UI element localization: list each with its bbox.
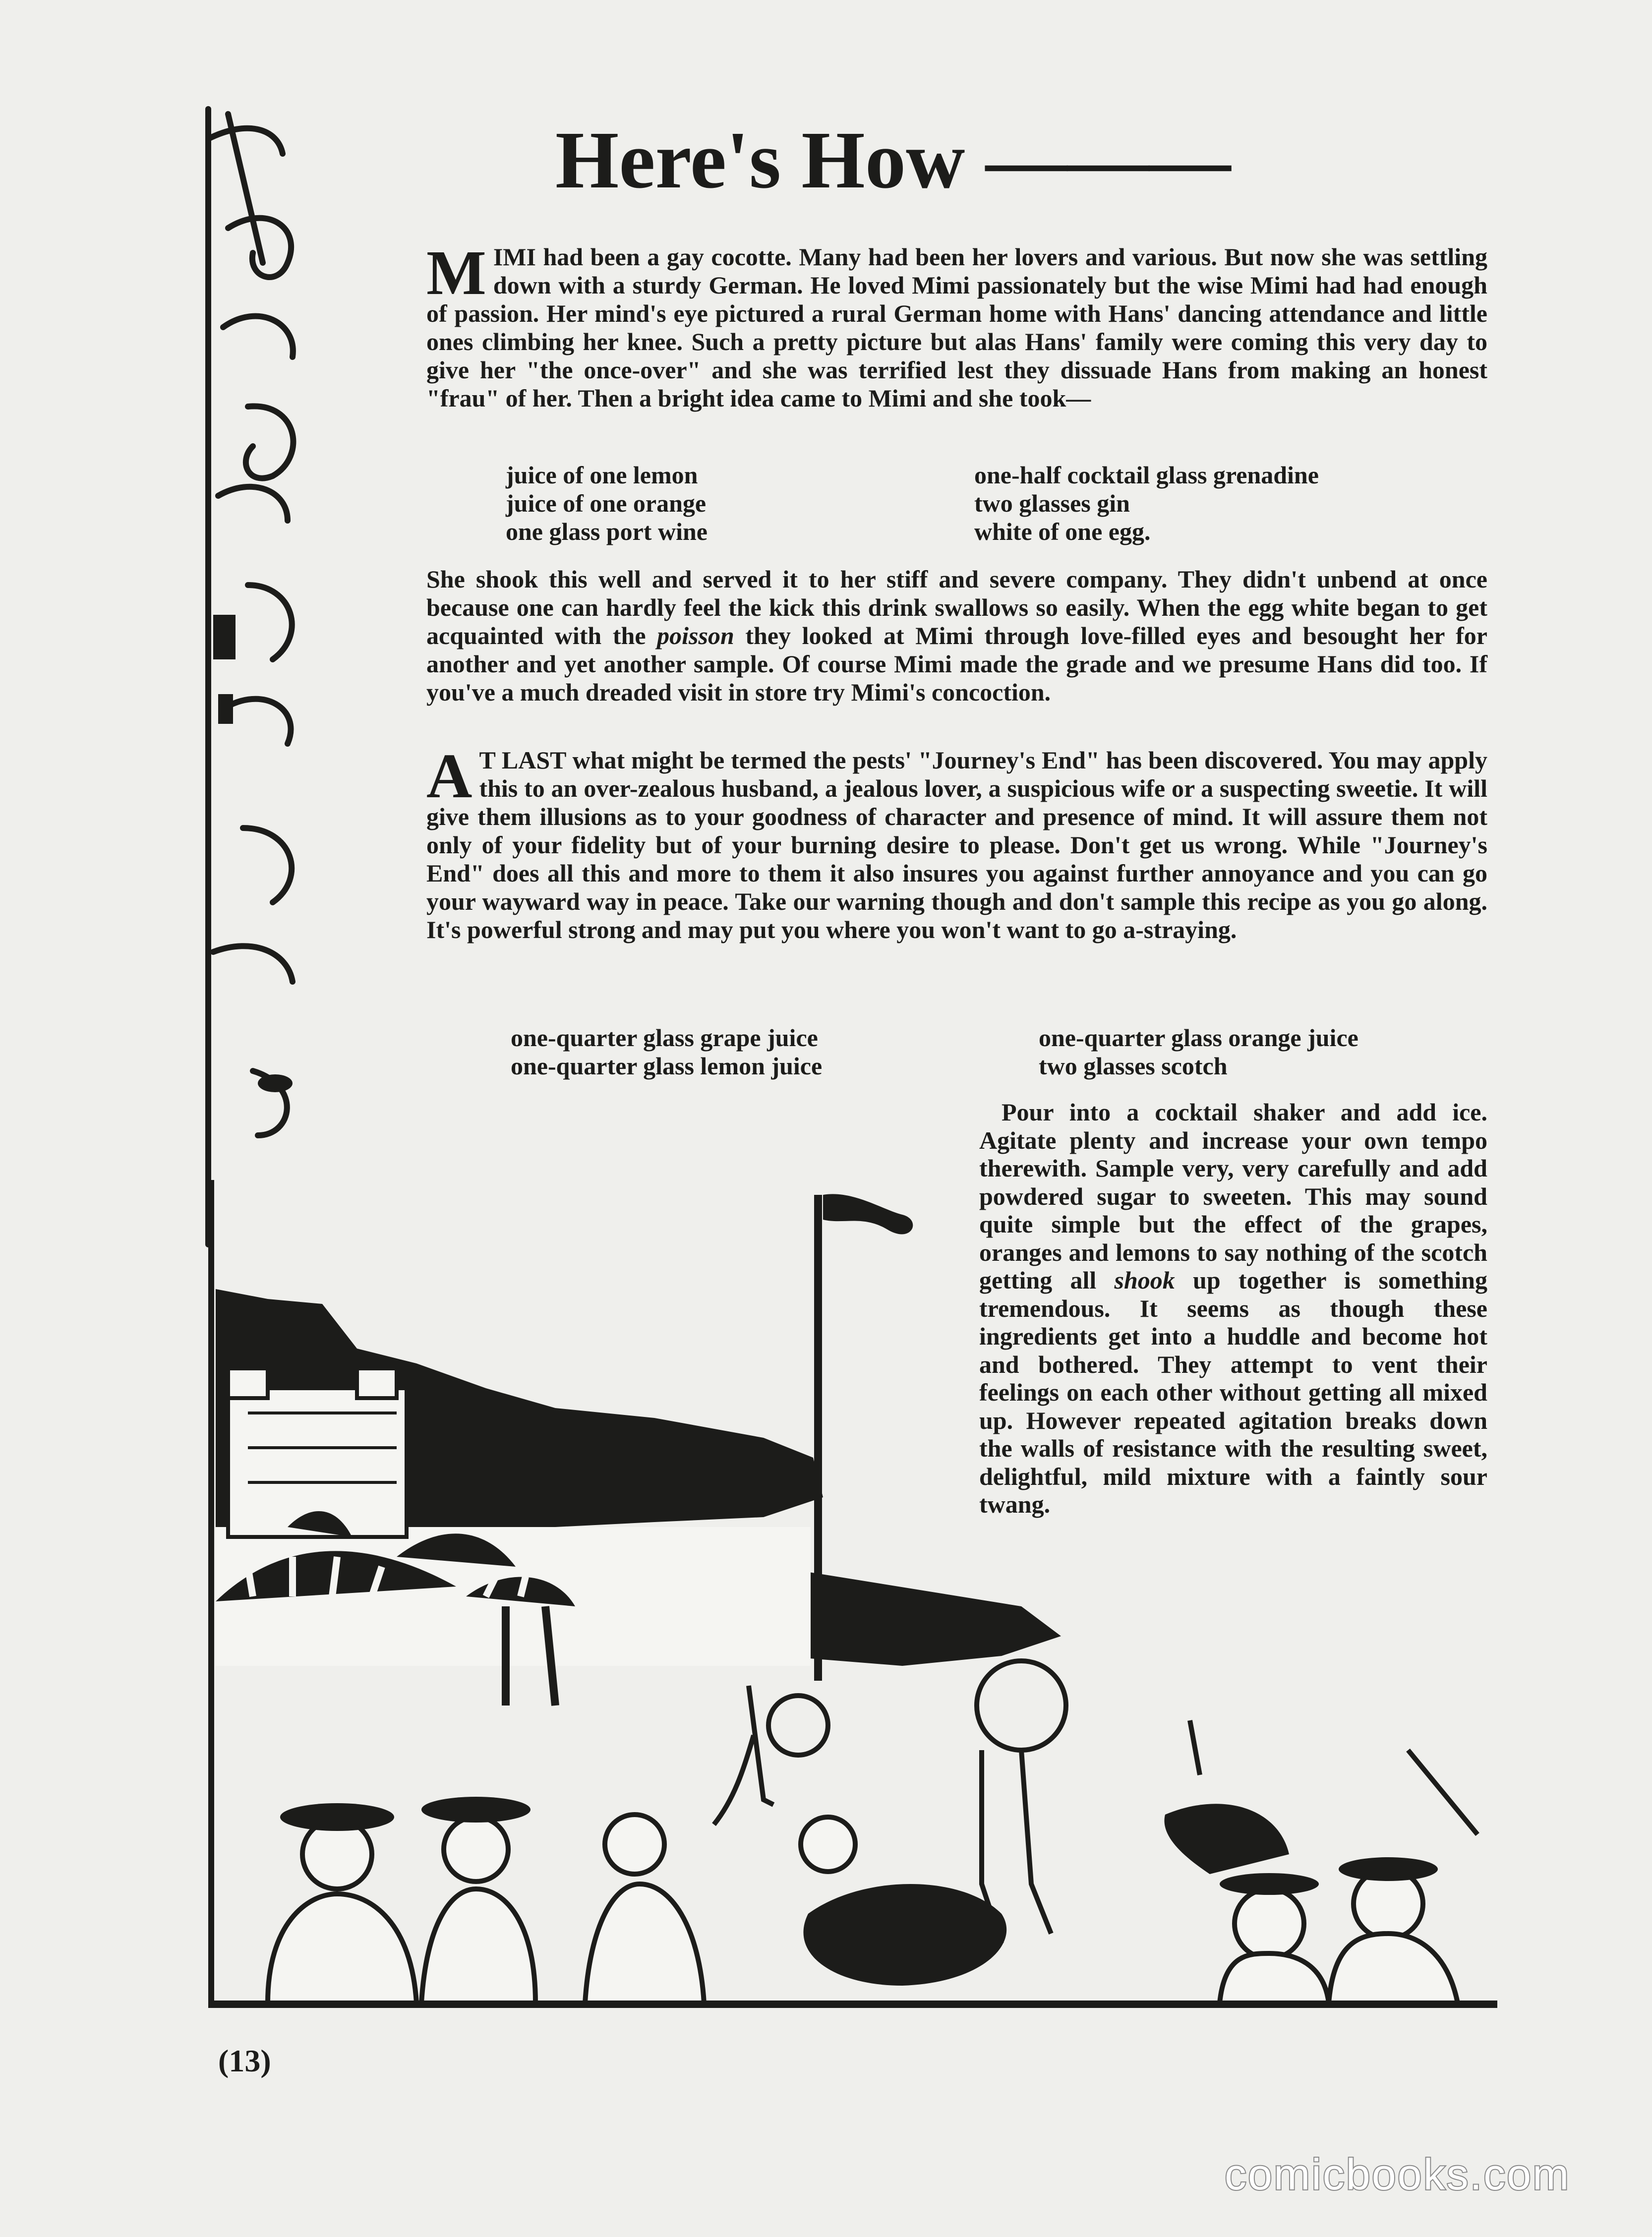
paragraph-journeys-end-text: T LAST what might be termed the pests' "Journey's End" has been discovered. You may apply this to an over-zealous husband, a jealous lover, a suspicious wife or a suspecting sweetie. It will give them illusions as to your goodness of character and presence of mind. It will assure them not only of your fidelity but of your burning desire to please. Don't get us wrong. While "Journey's End" does all this and more to them it also insures you against further annoyance and you can go your wayward way in peace. Take our warning though and don't sample this recipe as you go along. It's powerful strong and may put you where you won't want to go a-straying. [426,746,1487,943]
recipe-2-ingredient: one-quarter glass orange juice [1039,1024,1358,1052]
beach-scene-illustration [208,1180,1497,2008]
recipe-1-right-column [974,461,1319,546]
paragraph-journeys-end [426,741,1487,944]
paragraph-shaker-text: Pour into a cocktail shaker and add ice. Agitate plenty and increase your own tempo therewith. Sample very, very carefully and add powdered sugar to sweeten. This may sound quite simple but the effect of the grapes, oranges and lemons to say nothing of the scotch getting all [979,1098,1487,1294]
recipe-1-left-column [506,461,708,546]
dropcap-a: A [426,741,472,811]
watermark: comicbooks.com [1225,2150,1571,2199]
recipe-1-ingredient: one-half cocktail glass grenadine [974,461,1319,489]
dropcap-m: M [426,237,486,308]
recipe-1-ingredient: one glass port wine [506,518,708,545]
emphasis-shook: shook [1114,1266,1175,1294]
paragraph-shaker-text: up together is something tremendous. It seems as though these ingredients get into a huddle and become hot and bothered. They attempt to vent their feelings on each other without getting all mixed up. However repeated agitation breaks down the walls of resistance with the resulting sweet, delightful, mild mixture with a faintly sour twang. [979,1266,1487,1518]
paragraph-company [426,565,1487,706]
paragraph-company-text: She shook this well and served it to her stiff and severe company. They didn't unbend at once because one can hardly feel the kick this drink swallows so easily. When the egg white began to get acquainted with the [426,565,1487,649]
recipe-2-left-column [511,1024,822,1080]
decorative-vine-border [188,99,337,1249]
emphasis-poisson: poisson [657,622,734,649]
paragraph-mimi [426,237,1487,412]
recipe-1-ingredient: white of one egg. [974,518,1151,545]
recipe-2-ingredient: one-quarter glass grape juice [511,1024,818,1052]
page-title: Here's How ——— [555,115,1231,205]
recipe-1-ingredient: two glasses gin [974,489,1130,517]
page-number: (13) [218,2043,271,2078]
recipe-1-ingredient: juice of one lemon [506,461,698,489]
recipe-1-ingredient: juice of one orange [506,489,707,517]
recipe-2-ingredient: two glasses scotch [1039,1052,1228,1080]
paragraph-company-text: they looked at Mimi through love-filled eyes and besought her for another and yet another sample. Of course Mimi made the grade and we presume Hans did too. If you've a much dreaded visit in store try Mimi's concoction. [426,622,1487,706]
recipe-2-ingredient: one-quarter glass lemon juice [511,1052,823,1080]
recipe-2-right-column [1039,1024,1358,1080]
paragraph-mimi-text: IMI had been a gay cocotte. Many had been her lovers and various. But now she was settling down with a sturdy German. He loved Mimi passionately but the wise Mimi had had enough of passion. Her mind's eye pictured a rural German home with Hans' dancing attendance and little ones climbing her knee. Such a pretty picture but alas Hans' family were coming this very day to give her "the once-over" and she was terrified lest they dissuade Hans from making an honest "frau" of her. Then a bright idea came to Mimi and she took— [426,243,1487,412]
